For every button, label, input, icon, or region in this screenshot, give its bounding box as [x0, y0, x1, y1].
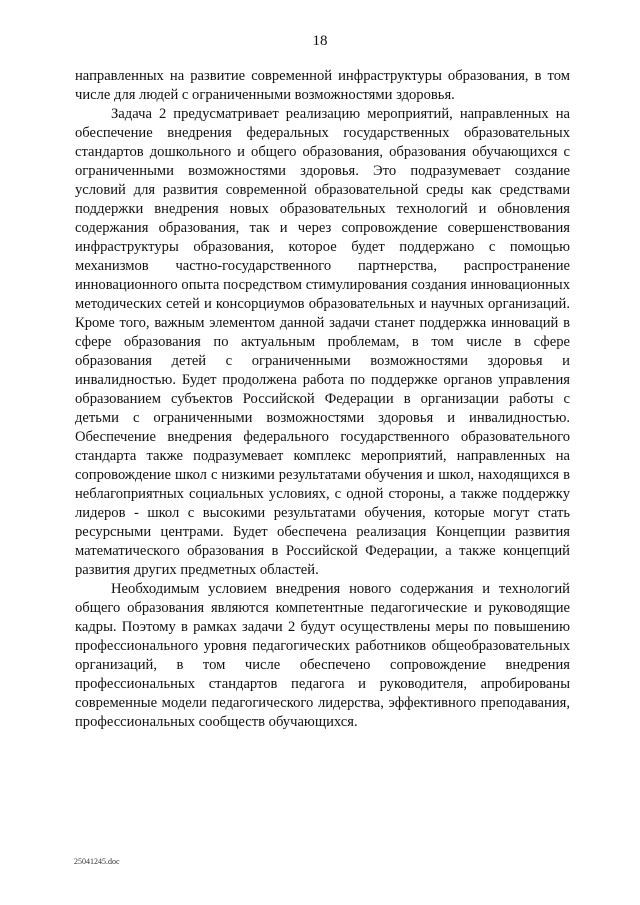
paragraph-continuation: направленных на развитие современной инфраструктуры образования, в том числе для людей с ограниченными возможностями здоровья.: [75, 68, 570, 103]
footer-file-code: 25041245.doc: [74, 857, 120, 866]
paragraph-task-2: Задача 2 предусматривает реализацию мероприятий, направленных на обеспечение внедрения федеральных государственных образовательных стандартов дошкольного и общего образования, образования обучающихся с ограниченными возможностями здоровья. Это подразумевает создание условий для развития современной образовательной среды как средствами поддержки внедрения новых образовательных технологий и обновления содержания образования, так и через сопровождение совершенствования инфраструктуры образования, которое будет поддержано с помощью механизмов частно-государственного партнерства, распространение инновационного опыта посредством стимулирования создания инновационных методических сетей и консорциумов образовательных и научных организаций. Кроме того, важным элементом данной задачи станет поддержка инноваций в сфере образования по актуальным проблемам, в том числе в сфере образования детей с ограниченными возможностями здоровья и инвалидностью. Будет продолжена работа по поддержке органов управления образованием субъектов Российской Федерации в организации работы с детьми с ограниченными возможностями здоровья и инвалидностью. Обеспечение внедрения федерального государственного образовательного стандарта также подразумевает комплекс мероприятий, направленных на сопровождение школ с низкими результатами обучения и школ, находящихся в неблагоприятных социальных условиях, с одной стороны, а также поддержку лидеров - школ с высокими результатами обучения, которые могут стать ресурсными центрами. Будет обеспечена реализация Концепции развития математического образования в Российской Федерации, а также концепций развития других предметных областей.: [75, 106, 570, 578]
document-body: [75, 67, 570, 732]
page-number: 18: [312, 33, 328, 49]
paragraph-staff: Необходимым условием внедрения нового содержания и технологий общего образования являются компетентные педагогические и руководящие кадры. Поэтому в рамках задачи 2 будут осуществлены меры по повышению профессионального уровня педагогических работников общеобразовательных организаций, в том числе обеспечено сопровождение внедрения профессиональных стандартов педагога и руководителя, апробированы современные модели педагогического лидерства, эффективного преподавания, профессиональных сообществ обучающихся.: [75, 581, 570, 730]
